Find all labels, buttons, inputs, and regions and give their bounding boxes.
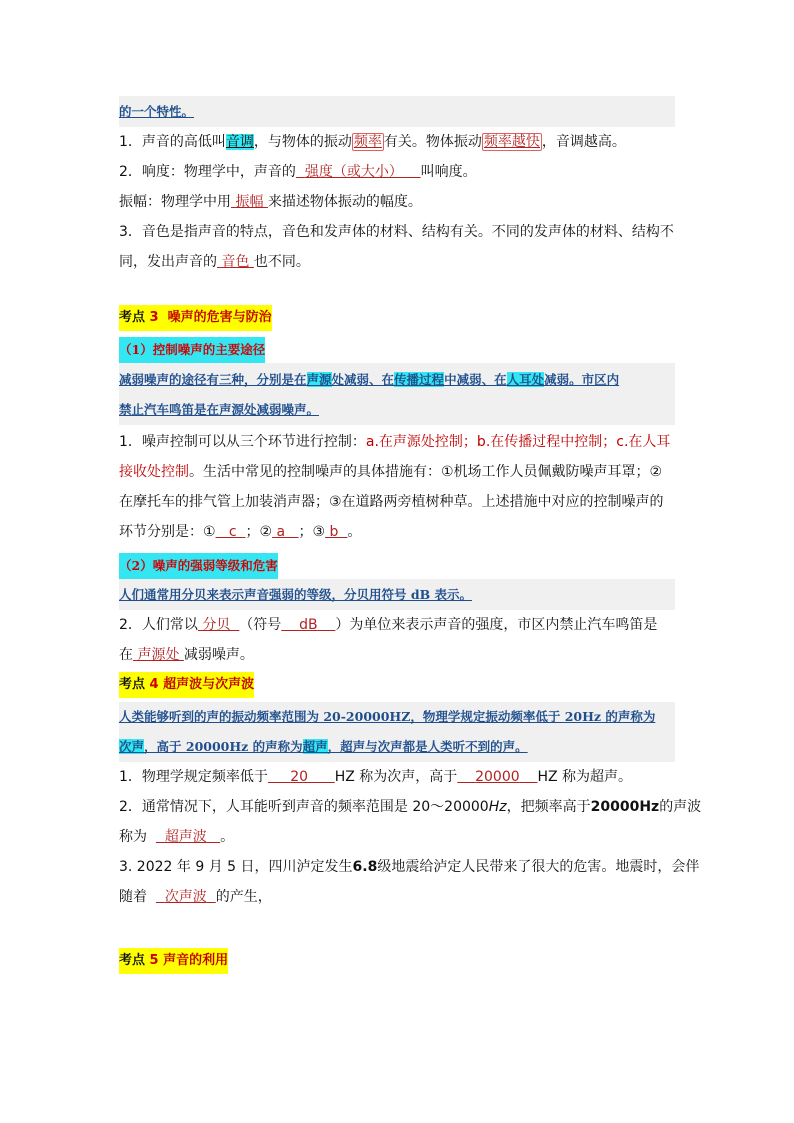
kp5-heading: 考点 5 声音的利用 xyxy=(119,948,228,974)
freq-question-1: 1．物理学规定频率低于 20 HZ 称为次声，高于 20000 HZ 称为超声。 xyxy=(119,769,633,785)
freq-answer-1: 20 xyxy=(290,769,309,785)
timbre-line-2: 同，发出声音的 音色 也不同。 xyxy=(119,254,310,270)
timbre-answer: 音色 xyxy=(221,254,250,270)
freq-answer-2: 20000 xyxy=(475,769,520,785)
noise-answer-2: a xyxy=(276,524,286,540)
kp4-heading: 考点 4 超声波与次声波 xyxy=(119,672,254,698)
db-answer-3: 声源处 xyxy=(137,647,180,663)
frequency-answer: 频率 xyxy=(353,134,382,150)
timbre-line-1: 3．音色是指声音的特点，音色和发声体的材料、结构有关。不同的发声体的材料、结构不 xyxy=(119,224,674,240)
quake-question-2: 随着 次声波 的产生， xyxy=(119,889,272,905)
noise-answer-1: c xyxy=(228,524,237,540)
freq-question-2: 2．通常情况下，人耳能听到声音的频率范围是 20～20000Hz，把频率高于20000Hz的声波 xyxy=(119,799,702,815)
kp3-sub1: （1）控制噪声的主要途径 xyxy=(119,337,265,363)
noise-answer-3: b xyxy=(329,524,339,540)
kp3-heading: 考点 3 噪声的危害与防治 xyxy=(119,305,272,331)
db-answer-2: dB xyxy=(299,617,318,633)
db-question: 2．人们常以 分贝 （符号 dB ）为单位来表示声音的强度，市区内禁止汽车鸣笛是 xyxy=(119,617,658,633)
faster-answer: 频率越快 xyxy=(483,134,540,150)
intro-note xyxy=(119,96,675,127)
quake-answer: 次声波 xyxy=(164,889,207,905)
freq-answer-3: 超声波 xyxy=(164,829,207,845)
amplitude-answer: 振幅 xyxy=(235,194,264,210)
kp4-note: 人类能够听到的声的振动频率范围为 20-20000HZ，物理学规定振动频率低于 20Hz 的声称为 次声，高于 20000Hz 的声称为超声，超声与次声都是人类听不到的声。 xyxy=(119,702,675,762)
intro-note-text: 的一个特性。 xyxy=(119,104,195,119)
kp3-sub2: （2）噪声的强弱等级和危害 xyxy=(119,553,278,579)
db-question-2: 在 声源处 减弱噪声。 xyxy=(119,647,254,663)
quake-question: 3. 2022 年 9 月 5 日，四川泸定发生6.8级地震给泸定人民带来了很大的危害。地震时，会伴 xyxy=(119,859,700,875)
loudness-answer: 强度（或大小） xyxy=(304,164,403,180)
amplitude-line: 振幅：物理学中用 振幅 来描述物体振动的幅度。 xyxy=(119,194,422,210)
freq-question-2b: 称为 超声波 。 xyxy=(119,829,235,845)
db-note: 人们通常用分贝来表示声音强弱的等级，分贝用符号 dB 表示。 xyxy=(119,579,675,610)
kp3-note: 减弱噪声的途径有三种，分别是在声源处减弱、在传播过程中减弱、在人耳处减弱。市区内 禁止汽车鸣笛是在声源处减弱噪声。 xyxy=(119,363,675,425)
content xyxy=(119,96,702,974)
pitch-line: 1．声音的高低叫音调，与物体的振动 频率 有关。物体振动 频率越快 ，音调越高。 xyxy=(119,134,626,150)
pitch-answer: 音调 xyxy=(225,134,254,150)
loudness-line: 2．响度：物理学中，声音的 强度（或大小） 叫响度。 xyxy=(119,164,477,180)
db-answer-1: 分贝 xyxy=(202,617,231,633)
noise-question: 1．噪声控制可以从三个环节进行控制：a.在声源处控制；b.在传播过程中控制；c.在人耳 接收处控制。生活中常见的控制噪声的具体措施有：①机场工作人员佩戴防噪声耳罩；② 在摩托车的排气管上加装消声器；③在道路两旁植树种草。上述措施中对应的控制噪声的 环节分别是：① c ；② a ；③ b 。 xyxy=(119,434,671,540)
